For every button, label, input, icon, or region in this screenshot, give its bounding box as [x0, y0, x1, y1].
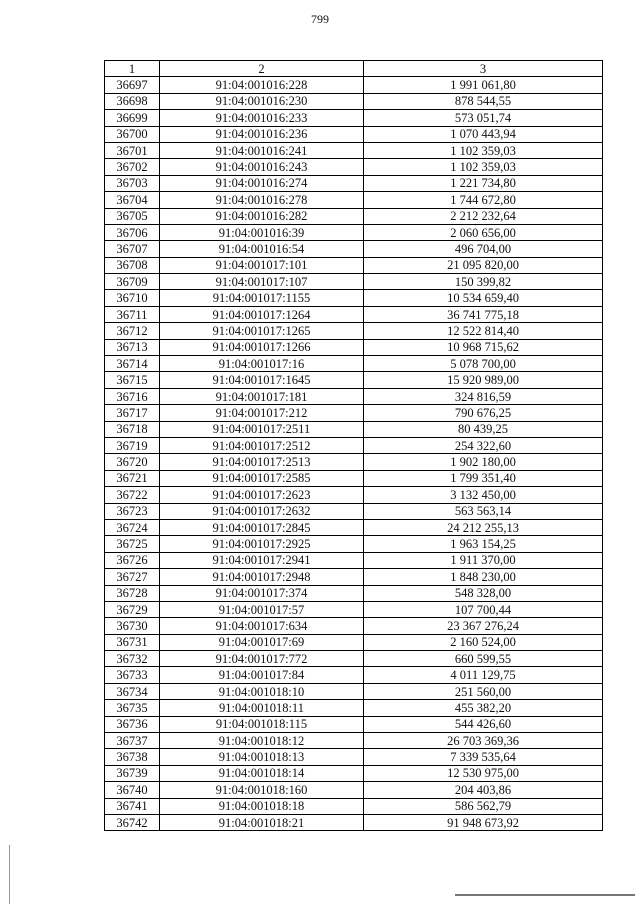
- table-row: [105, 126, 603, 142]
- value-cell: 1 902 180,00: [364, 454, 603, 470]
- table-row: [105, 192, 603, 208]
- value-cell: 1 963 154,25: [364, 536, 603, 552]
- cadastral-number-cell: 91:04:001016:278: [160, 192, 364, 208]
- value-cell: 24 212 255,13: [364, 519, 603, 535]
- row-number-cell: 36713: [105, 339, 160, 355]
- row-number-cell: 36705: [105, 208, 160, 224]
- row-number-cell: 36701: [105, 142, 160, 158]
- cadastral-number-cell: 91:04:001017:1264: [160, 306, 364, 322]
- table-row: [105, 110, 603, 126]
- cadastral-number-cell: 91:04:001017:16: [160, 356, 364, 372]
- row-number-cell: 36728: [105, 585, 160, 601]
- value-cell: 36 741 775,18: [364, 306, 603, 322]
- row-number-cell: 36719: [105, 437, 160, 453]
- value-cell: 91 948 673,92: [364, 814, 603, 830]
- table-row: [105, 716, 603, 732]
- row-number-cell: 36737: [105, 733, 160, 749]
- table-row: [105, 159, 603, 175]
- column-header-3: 3: [364, 61, 603, 77]
- value-cell: 1 744 672,80: [364, 192, 603, 208]
- table-row: [105, 257, 603, 273]
- cadastral-number-cell: 91:04:001016:274: [160, 175, 364, 191]
- row-number-cell: 36729: [105, 601, 160, 617]
- cadastral-number-cell: 91:04:001017:101: [160, 257, 364, 273]
- table-row: [105, 142, 603, 158]
- table-row: [105, 733, 603, 749]
- data-table-container: [104, 60, 603, 831]
- row-number-cell: 36741: [105, 798, 160, 814]
- cadastral-number-cell: 91:04:001018:11: [160, 700, 364, 716]
- cadastral-number-cell: 91:04:001017:2513: [160, 454, 364, 470]
- value-cell: 254 322,60: [364, 437, 603, 453]
- row-number-cell: 36735: [105, 700, 160, 716]
- value-cell: 4 011 129,75: [364, 667, 603, 683]
- table-row: [105, 651, 603, 667]
- column-header-1: 1: [105, 61, 160, 77]
- cadastral-number-cell: 91:04:001016:236: [160, 126, 364, 142]
- row-number-cell: 36700: [105, 126, 160, 142]
- table-row: [105, 454, 603, 470]
- cadastral-number-cell: 91:04:001018:10: [160, 683, 364, 699]
- row-number-cell: 36711: [105, 306, 160, 322]
- row-number-cell: 36714: [105, 356, 160, 372]
- row-number-cell: 36710: [105, 290, 160, 306]
- table-row: [105, 77, 603, 93]
- table-body: [105, 77, 603, 831]
- row-number-cell: 36723: [105, 503, 160, 519]
- cadastral-number-cell: 91:04:001017:2512: [160, 437, 364, 453]
- table-row: [105, 569, 603, 585]
- cadastral-number-cell: 91:04:001017:772: [160, 651, 364, 667]
- row-number-cell: 36704: [105, 192, 160, 208]
- value-cell: 7 339 535,64: [364, 749, 603, 765]
- table-row: [105, 552, 603, 568]
- table-row: [105, 798, 603, 814]
- cadastral-number-cell: 91:04:001017:2941: [160, 552, 364, 568]
- table-row: [105, 241, 603, 257]
- value-cell: 21 095 820,00: [364, 257, 603, 273]
- table-row: [105, 503, 603, 519]
- table-row: [105, 667, 603, 683]
- row-number-cell: 36727: [105, 569, 160, 585]
- value-cell: 3 132 450,00: [364, 487, 603, 503]
- cadastral-number-cell: 91:04:001018:14: [160, 765, 364, 781]
- table-row: [105, 421, 603, 437]
- table-row: [105, 700, 603, 716]
- row-number-cell: 36732: [105, 651, 160, 667]
- table-row: [105, 618, 603, 634]
- row-number-cell: 36697: [105, 77, 160, 93]
- cadastral-number-cell: 91:04:001018:115: [160, 716, 364, 732]
- cadastral-number-cell: 91:04:001016:233: [160, 110, 364, 126]
- table-row: [105, 487, 603, 503]
- value-cell: 150 399,82: [364, 274, 603, 290]
- row-number-cell: 36734: [105, 683, 160, 699]
- table-row: [105, 782, 603, 798]
- row-number-cell: 36726: [105, 552, 160, 568]
- row-number-cell: 36717: [105, 405, 160, 421]
- value-cell: 23 367 276,24: [364, 618, 603, 634]
- value-cell: 15 920 989,00: [364, 372, 603, 388]
- cadastral-number-cell: 91:04:001017:1266: [160, 339, 364, 355]
- table-row: [105, 290, 603, 306]
- table-row: [105, 93, 603, 109]
- value-cell: 455 382,20: [364, 700, 603, 716]
- row-number-cell: 36706: [105, 224, 160, 240]
- table-row: [105, 208, 603, 224]
- table-row: [105, 470, 603, 486]
- table-row: [105, 437, 603, 453]
- value-cell: 1 799 351,40: [364, 470, 603, 486]
- cadastral-number-cell: 91:04:001017:2925: [160, 536, 364, 552]
- row-number-cell: 36731: [105, 634, 160, 650]
- cadastral-number-cell: 91:04:001017:634: [160, 618, 364, 634]
- table-row: [105, 339, 603, 355]
- cadastral-number-cell: 91:04:001017:2948: [160, 569, 364, 585]
- value-cell: 80 439,25: [364, 421, 603, 437]
- cadastral-number-cell: 91:04:001016:230: [160, 93, 364, 109]
- table-row: [105, 749, 603, 765]
- value-cell: 1 102 359,03: [364, 159, 603, 175]
- value-cell: 251 560,00: [364, 683, 603, 699]
- value-cell: 1 102 359,03: [364, 142, 603, 158]
- value-cell: 1 221 734,80: [364, 175, 603, 191]
- table-row: [105, 388, 603, 404]
- row-number-cell: 36722: [105, 487, 160, 503]
- row-number-cell: 36721: [105, 470, 160, 486]
- cadastral-number-cell: 91:04:001017:2623: [160, 487, 364, 503]
- row-number-cell: 36715: [105, 372, 160, 388]
- row-number-cell: 36707: [105, 241, 160, 257]
- cadastral-number-cell: 91:04:001016:241: [160, 142, 364, 158]
- cadastral-number-cell: 91:04:001017:2585: [160, 470, 364, 486]
- cadastral-number-cell: 91:04:001017:2511: [160, 421, 364, 437]
- cadastral-number-cell: 91:04:001017:84: [160, 667, 364, 683]
- cadastral-number-cell: 91:04:001017:2845: [160, 519, 364, 535]
- row-number-cell: 36730: [105, 618, 160, 634]
- value-cell: 2 160 524,00: [364, 634, 603, 650]
- value-cell: 2 212 232,64: [364, 208, 603, 224]
- cadastral-number-cell: 91:04:001016:243: [160, 159, 364, 175]
- table-row: [105, 765, 603, 781]
- cadastral-number-cell: 91:04:001017:181: [160, 388, 364, 404]
- table-row: [105, 356, 603, 372]
- table-header-row: [105, 61, 603, 77]
- value-cell: 204 403,86: [364, 782, 603, 798]
- value-cell: 324 816,59: [364, 388, 603, 404]
- table-row: [105, 224, 603, 240]
- row-number-cell: 36742: [105, 814, 160, 830]
- value-cell: 548 328,00: [364, 585, 603, 601]
- value-cell: 5 078 700,00: [364, 356, 603, 372]
- table-row: [105, 634, 603, 650]
- value-cell: 12 530 975,00: [364, 765, 603, 781]
- cadastral-number-cell: 91:04:001018:12: [160, 733, 364, 749]
- cadastral-number-cell: 91:04:001017:107: [160, 274, 364, 290]
- value-cell: 10 968 715,62: [364, 339, 603, 355]
- cadastral-number-cell: 91:04:001017:57: [160, 601, 364, 617]
- row-number-cell: 36712: [105, 323, 160, 339]
- bottom-scan-mark: [455, 894, 635, 896]
- value-cell: 1 991 061,80: [364, 77, 603, 93]
- value-cell: 660 599,55: [364, 651, 603, 667]
- value-cell: 790 676,25: [364, 405, 603, 421]
- cadastral-number-cell: 91:04:001017:1265: [160, 323, 364, 339]
- row-number-cell: 36702: [105, 159, 160, 175]
- table-row: [105, 601, 603, 617]
- row-number-cell: 36698: [105, 93, 160, 109]
- value-cell: 563 563,14: [364, 503, 603, 519]
- cadastral-number-cell: 91:04:001017:69: [160, 634, 364, 650]
- margin-rule: [9, 845, 10, 904]
- value-cell: 12 522 814,40: [364, 323, 603, 339]
- value-cell: 544 426,60: [364, 716, 603, 732]
- value-cell: 878 544,55: [364, 93, 603, 109]
- row-number-cell: 36718: [105, 421, 160, 437]
- row-number-cell: 36739: [105, 765, 160, 781]
- value-cell: 107 700,44: [364, 601, 603, 617]
- value-cell: 10 534 659,40: [364, 290, 603, 306]
- cadastral-number-cell: 91:04:001016:228: [160, 77, 364, 93]
- value-cell: 2 060 656,00: [364, 224, 603, 240]
- row-number-cell: 36725: [105, 536, 160, 552]
- cadastral-number-cell: 91:04:001016:282: [160, 208, 364, 224]
- cadastral-number-cell: 91:04:001016:54: [160, 241, 364, 257]
- table-row: [105, 536, 603, 552]
- cadastral-number-cell: 91:04:001017:1155: [160, 290, 364, 306]
- row-number-cell: 36720: [105, 454, 160, 470]
- value-cell: 26 703 369,36: [364, 733, 603, 749]
- cadastral-number-cell: 91:04:001017:1645: [160, 372, 364, 388]
- table-row: [105, 175, 603, 191]
- value-cell: 573 051,74: [364, 110, 603, 126]
- cadastral-number-cell: 91:04:001016:39: [160, 224, 364, 240]
- table-row: [105, 274, 603, 290]
- cadastral-number-cell: 91:04:001018:18: [160, 798, 364, 814]
- row-number-cell: 36709: [105, 274, 160, 290]
- data-table: [104, 60, 603, 831]
- value-cell: 1 848 230,00: [364, 569, 603, 585]
- table-row: [105, 323, 603, 339]
- table-row: [105, 372, 603, 388]
- row-number-cell: 36738: [105, 749, 160, 765]
- cadastral-number-cell: 91:04:001018:13: [160, 749, 364, 765]
- row-number-cell: 36736: [105, 716, 160, 732]
- table-row: [105, 306, 603, 322]
- row-number-cell: 36699: [105, 110, 160, 126]
- row-number-cell: 36740: [105, 782, 160, 798]
- cadastral-number-cell: 91:04:001018:21: [160, 814, 364, 830]
- cadastral-number-cell: 91:04:001017:212: [160, 405, 364, 421]
- table-row: [105, 519, 603, 535]
- value-cell: 586 562,79: [364, 798, 603, 814]
- row-number-cell: 36708: [105, 257, 160, 273]
- value-cell: 496 704,00: [364, 241, 603, 257]
- cadastral-number-cell: 91:04:001017:374: [160, 585, 364, 601]
- cadastral-number-cell: 91:04:001017:2632: [160, 503, 364, 519]
- table-row: [105, 405, 603, 421]
- row-number-cell: 36724: [105, 519, 160, 535]
- value-cell: 1 911 370,00: [364, 552, 603, 568]
- cadastral-number-cell: 91:04:001018:160: [160, 782, 364, 798]
- row-number-cell: 36703: [105, 175, 160, 191]
- row-number-cell: 36733: [105, 667, 160, 683]
- row-number-cell: 36716: [105, 388, 160, 404]
- column-header-2: 2: [160, 61, 364, 77]
- table-row: [105, 585, 603, 601]
- table-row: [105, 683, 603, 699]
- page-number: 799: [311, 12, 329, 26]
- value-cell: 1 070 443,94: [364, 126, 603, 142]
- table-row: [105, 814, 603, 830]
